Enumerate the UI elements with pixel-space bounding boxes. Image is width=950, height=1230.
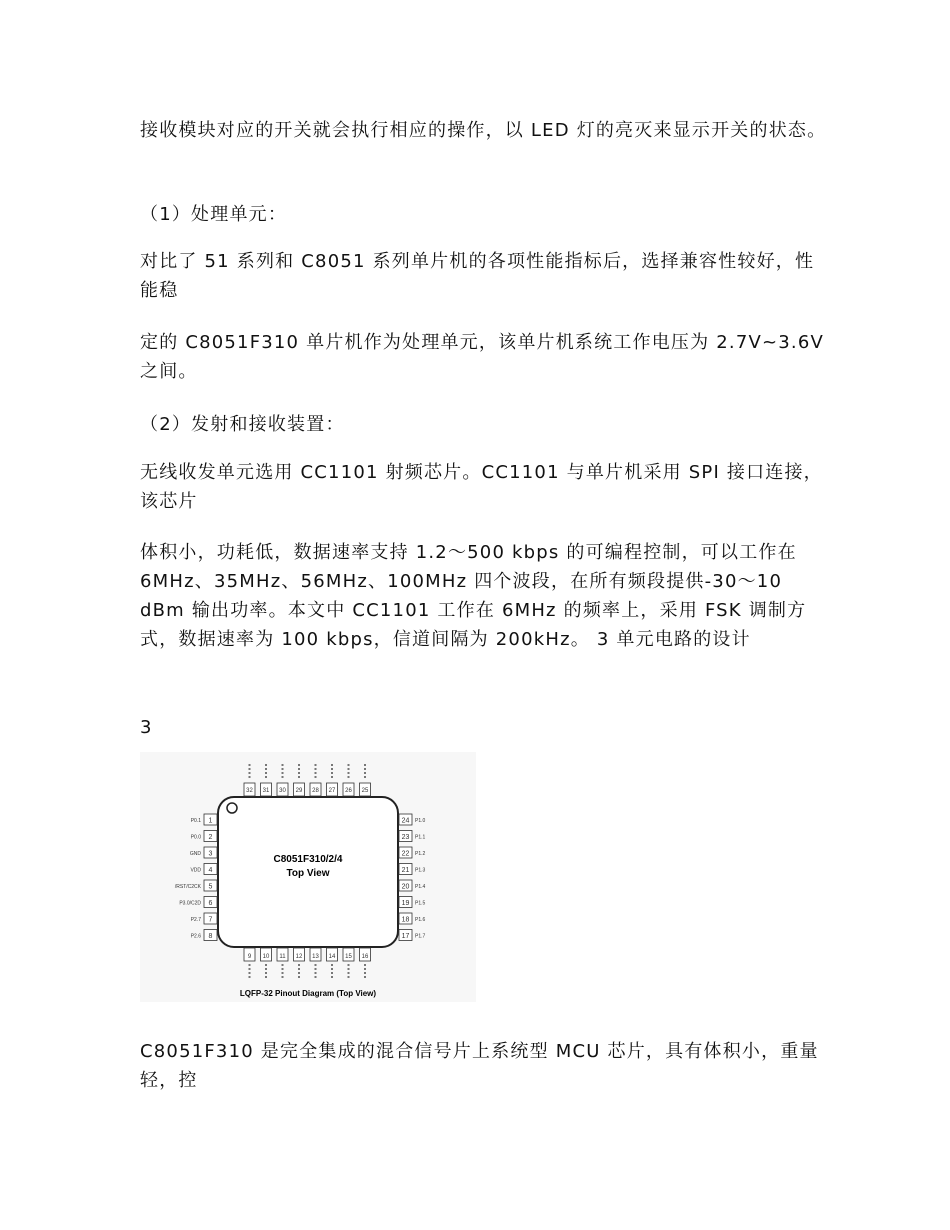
top-pin-number: 29 bbox=[295, 788, 303, 794]
bottom-pin-number: 13 bbox=[312, 954, 319, 960]
right-pin-number: 22 bbox=[401, 850, 410, 858]
right-pin-number: 19 bbox=[401, 900, 410, 907]
left-pin-number: 4 bbox=[208, 867, 213, 874]
left-pin-number: 5 bbox=[208, 883, 213, 891]
right-pin-number: 24 bbox=[401, 817, 410, 825]
left-pin-name: VDD bbox=[190, 867, 201, 874]
top-pin-number: 28 bbox=[312, 788, 319, 794]
left-pin-name: /RST/C2CK bbox=[174, 884, 201, 890]
right-pin-name: P1.4 bbox=[415, 884, 426, 890]
paragraph-c8051f310-features: C8051F310 是完全集成的混合信号片上系统型 MCU 芯片，具有体积小，重量轻，控 bbox=[140, 1041, 819, 1091]
right-pin-name: P1.6 bbox=[415, 917, 426, 923]
chip-label-line1: C8051F310/2/4 bbox=[273, 854, 343, 865]
heading-transceiver: （2）发射和接收装置： bbox=[140, 414, 345, 435]
paragraph-cc1101-details: 体积小，功耗低，数据速率支持 1.2～500 kbps 的可编程控制，可以工作在 6MHz、35MHz、56MHz、100MHz 四个波段，在所有频段提供-30～10 dBm 输出功率。本文中 CC1101 工作在 6MHz 的频率上，采用 FSK 调制方式，数据速率为 100 kbps，信道间隔为 200kHz。 3 单元电路的设计 bbox=[140, 542, 807, 650]
left-pin-number: 7 bbox=[208, 916, 213, 924]
paragraph-cc1101-intro: 无线收发单元选用 CC1101 射频芯片。CC1101 与单片机采用 SPI 接口连接，该芯片 bbox=[140, 462, 823, 512]
paragraph-c8051f310: 定的 C8051F310 单片机作为处理单元，该单片机系统工作电压为 2.7V~3.6V 之间。 bbox=[140, 332, 825, 382]
bottom-pin-number: 9 bbox=[247, 954, 252, 960]
left-pin-name: P2.6 bbox=[190, 933, 201, 940]
top-pin-number: 25 bbox=[361, 788, 369, 794]
bottom-pin-number: 12 bbox=[295, 954, 303, 960]
right-pin-number: 23 bbox=[401, 834, 410, 841]
bottom-pin-number: 10 bbox=[262, 954, 270, 960]
right-pin-name: P1.3 bbox=[415, 867, 426, 874]
left-pin-name: P2.7 bbox=[190, 917, 201, 923]
right-pin-name: P1.0 bbox=[415, 818, 426, 824]
left-pin-number: 3 bbox=[208, 850, 213, 858]
pinout-diagram bbox=[140, 752, 476, 1002]
right-pin-number: 17 bbox=[401, 933, 410, 940]
chip-label-line2: Top View bbox=[286, 868, 330, 879]
paragraph-led-status: 接收模块对应的开关就会执行相应的操作，以 LED 灯的亮灭来显示开关的状态。 bbox=[140, 120, 827, 141]
bottom-pin-number: 14 bbox=[328, 954, 336, 960]
figure-caption: LQFP-32 Pinout Diagram (Top View) bbox=[239, 989, 377, 998]
left-pin-name: P0.1 bbox=[190, 818, 201, 824]
left-pin-number: 6 bbox=[208, 900, 213, 907]
left-pin-name: P0.0 bbox=[190, 834, 201, 841]
figure-number: 3 bbox=[140, 717, 153, 738]
right-pin-name: P1.5 bbox=[415, 900, 426, 907]
right-pin-name: P1.2 bbox=[415, 851, 426, 857]
bottom-pin-number: 16 bbox=[361, 954, 369, 960]
right-pin-name: P1.7 bbox=[415, 933, 426, 940]
top-pin-number: 32 bbox=[246, 788, 253, 794]
paragraph-mcu-comparison: 对比了 51 系列和 C8051 系列单片机的各项性能指标后，选择兼容性较好，性能稳 bbox=[140, 251, 815, 301]
left-pin-name: P3.0/C2D bbox=[179, 900, 201, 907]
right-pin-number: 18 bbox=[401, 916, 410, 924]
left-pin-name: GND bbox=[189, 851, 201, 857]
right-pin-number: 21 bbox=[401, 867, 410, 874]
right-pin-name: P1.1 bbox=[415, 834, 426, 841]
top-pin-number: 30 bbox=[279, 788, 286, 794]
left-pin-number: 2 bbox=[208, 834, 213, 841]
top-pin-number: 26 bbox=[345, 788, 352, 794]
bottom-pin-number: 15 bbox=[345, 954, 352, 960]
right-pin-number: 20 bbox=[401, 883, 410, 891]
heading-processing-unit: （1）处理单元： bbox=[140, 204, 288, 225]
top-pin-number: 27 bbox=[328, 788, 336, 794]
bottom-pin-number: 11 bbox=[279, 954, 286, 960]
left-pin-number: 1 bbox=[208, 817, 213, 825]
top-pin-number: 31 bbox=[262, 788, 270, 794]
left-pin-number: 8 bbox=[208, 933, 213, 940]
pinout-diagram-figure bbox=[140, 752, 476, 1002]
